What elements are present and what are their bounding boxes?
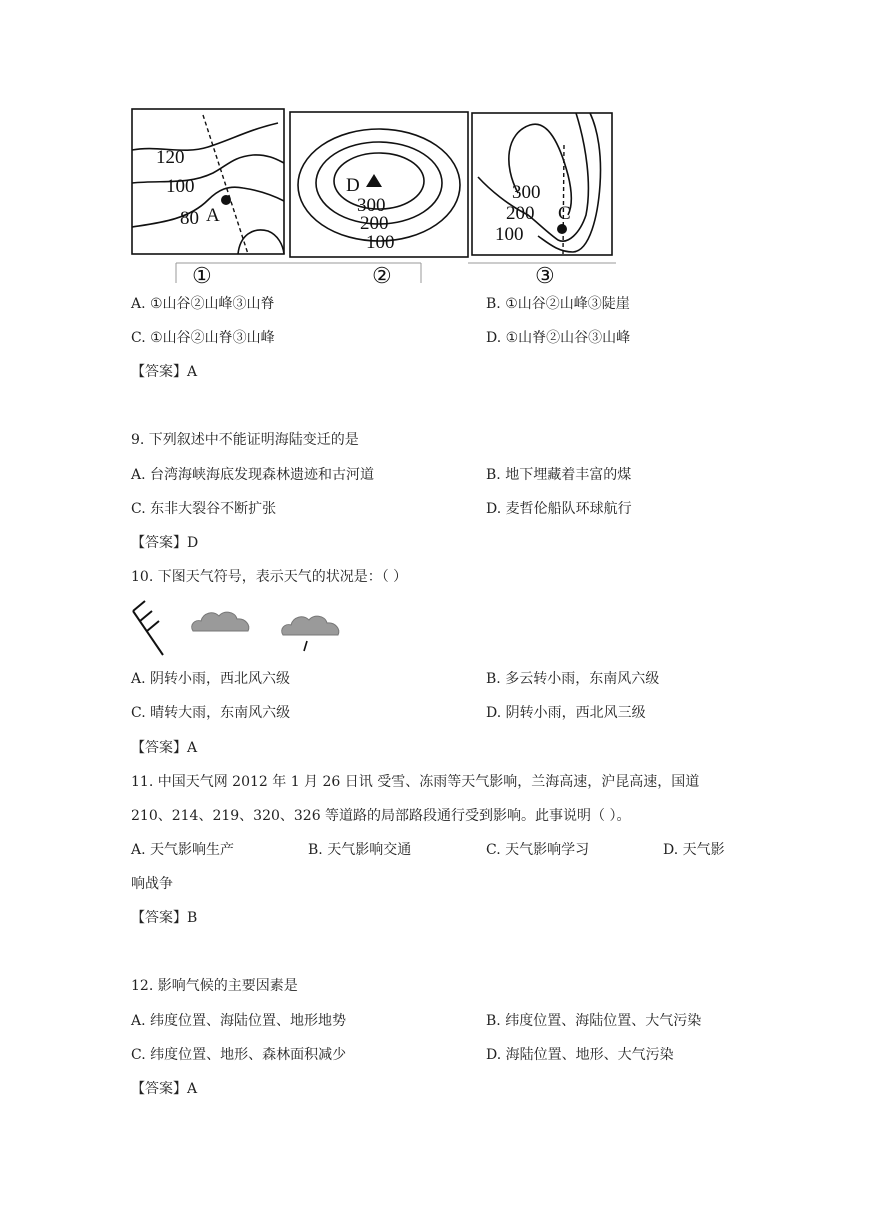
q10-option-d: D. 阴转小雨，西北风三级 — [486, 705, 646, 721]
overcast-cloud-icon — [192, 612, 249, 631]
q9-answer: 【答案】D — [131, 535, 199, 551]
contour-label-100: 100 — [366, 232, 395, 253]
contour-map-2 — [290, 112, 468, 257]
q12-option-b: B. 纬度位置、海陆位置、大气污染 — [486, 1013, 702, 1029]
contour-label-200: 200 — [506, 203, 535, 224]
point-label-d: D — [346, 175, 360, 196]
map-number-3: ③ — [535, 263, 555, 287]
q10-option-b: B. 多云转小雨，东南风六级 — [486, 671, 660, 687]
weather-symbols-figure — [131, 597, 351, 659]
contour-label-100: 100 — [166, 176, 195, 197]
contour-map-1 — [132, 109, 284, 254]
contour-label-80: 80 — [180, 208, 199, 229]
contour-map-3 — [472, 113, 612, 255]
map-number-1: ① — [192, 263, 212, 287]
q12-stem: 12. 影响气候的主要因素是 — [131, 978, 298, 994]
contour-maps-figure — [128, 105, 623, 287]
q9-stem: 9. 下列叙述中不能证明海陆变迁的是 — [131, 432, 359, 448]
contour-label-300: 300 — [357, 195, 386, 216]
contour-label-100: 100 — [495, 224, 524, 245]
q8-option-d: D. ①山脊②山谷③山峰 — [486, 330, 631, 346]
wind-symbol-icon — [133, 601, 163, 655]
point-label-c: C — [558, 203, 571, 224]
q10-option-c: C. 晴转大雨，东南风六级 — [131, 705, 291, 721]
q8-option-a: A. ①山谷②山峰③山脊 — [131, 296, 275, 312]
q11-option-a: A. 天气影响生产 — [131, 842, 235, 858]
q11-option-d-line2: 响战争 — [131, 876, 173, 892]
q11-stem-line1: 11. 中国天气网 2012 年 1 月 26 日讯 受雪、冻雨等天气影响，兰海高速，沪昆高速，国道 — [131, 774, 700, 790]
q10-answer: 【答案】A — [131, 740, 198, 756]
light-rain-cloud-icon — [282, 616, 339, 651]
q11-option-b: B. 天气影响交通 — [308, 842, 412, 858]
map-number-2: ② — [372, 263, 392, 287]
q12-option-a: A. 纬度位置、海陆位置、地形地势 — [131, 1013, 347, 1029]
contour-label-200: 200 — [360, 213, 389, 234]
q8-answer: 【答案】A — [131, 364, 198, 380]
q9-option-a: A. 台湾海峡海底发现森林遗迹和古河道 — [131, 467, 375, 483]
q10-option-a: A. 阴转小雨，西北风六级 — [131, 671, 291, 687]
q9-option-b: B. 地下埋藏着丰富的煤 — [486, 467, 632, 483]
point-label-a: A — [206, 205, 220, 226]
q11-option-d-line1: D. 天气影 — [663, 842, 725, 858]
contour-label-120: 120 — [156, 147, 185, 168]
q12-answer: 【答案】A — [131, 1081, 198, 1097]
q11-answer: 【答案】B — [131, 910, 198, 926]
q12-option-c: C. 纬度位置、地形、森林面积减少 — [131, 1047, 347, 1063]
contour-label-300: 300 — [512, 182, 541, 203]
q8-option-b: B. ①山谷②山峰③陡崖 — [486, 296, 630, 312]
q11-option-c: C. 天气影响学习 — [486, 842, 590, 858]
q11-stem-line2: 210、214、219、320、326 等道路的局部路段通行受到影响。此事说明（ ）。 — [131, 808, 631, 824]
q10-stem: 10. 下图天气符号，表示天气的状况是：（ ） — [131, 569, 408, 585]
q8-option-c: C. ①山谷②山脊③山峰 — [131, 330, 275, 346]
q9-option-c: C. 东非大裂谷不断扩张 — [131, 501, 277, 517]
q12-option-d: D. 海陆位置、地形、大气污染 — [486, 1047, 674, 1063]
q9-option-d: D. 麦哲伦船队环球航行 — [486, 501, 632, 517]
